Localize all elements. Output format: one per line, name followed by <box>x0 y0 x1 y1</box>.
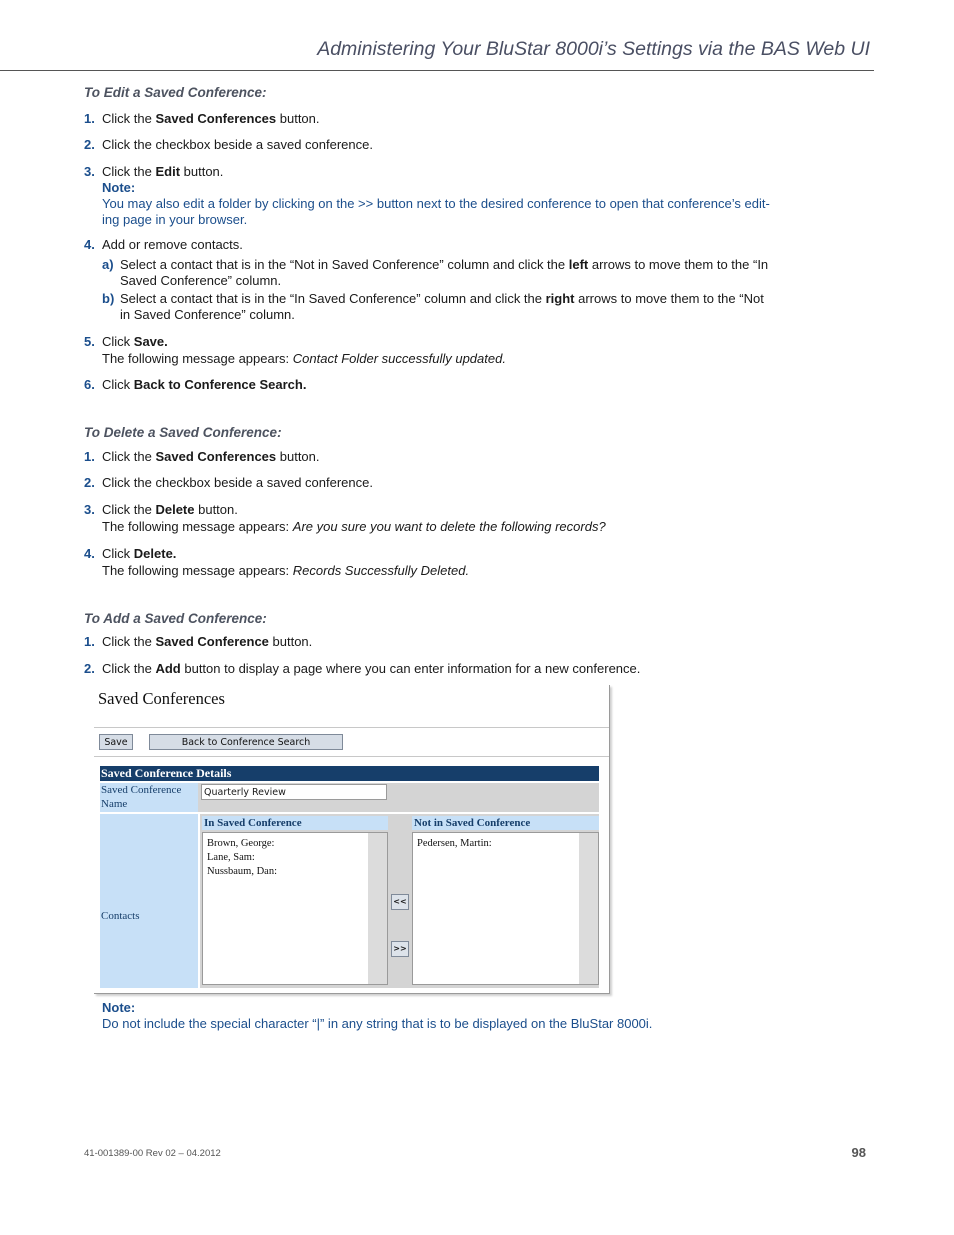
delete-step-4: 4. Click Delete. The following message appears: Records Successfully Deleted. <box>84 546 470 578</box>
in-saved-conference-list[interactable] <box>202 832 388 985</box>
page-header-title: Administering Your BluStar 8000i’s Settings via the BAS Web UI <box>317 38 870 60</box>
edit-step-2: 2. Click the checkbox beside a saved conference. <box>84 137 373 152</box>
edit-step-6: 6. Click Back to Conference Search. <box>84 377 307 392</box>
saved-conferences-screenshot <box>94 685 610 994</box>
add-section-title: To Add a Saved Conference: <box>84 611 267 626</box>
scrollbar[interactable] <box>368 833 387 984</box>
in-saved-conference-header: In Saved Conference <box>202 816 388 830</box>
not-in-saved-conference-header: Not in Saved Conference <box>412 816 599 830</box>
details-header: Saved Conference Details <box>100 766 599 781</box>
conference-name-input[interactable]: Quarterly Review <box>201 784 387 800</box>
edit-note-text-2: ing page in your browser. <box>102 212 248 227</box>
bottom-note-text: Do not include the special character “|” in any string that is to be displayed on the BluStar 8000i. <box>102 1016 653 1031</box>
list-item[interactable]: Brown, George: <box>207 838 275 849</box>
delete-step-1: 1. Click the Saved Conferences button. <box>84 449 320 464</box>
edit-step-5: 5. Click Save. The following message appears: Contact Folder successfully updated. <box>84 334 506 366</box>
move-left-button[interactable]: << <box>391 894 409 910</box>
save-button[interactable]: Save <box>99 734 133 750</box>
list-item[interactable]: Nussbaum, Dan: <box>207 866 277 877</box>
not-in-saved-conference-list[interactable] <box>412 832 599 985</box>
delete-section-title: To Delete a Saved Conference: <box>84 425 282 440</box>
add-step-1: 1. Click the Saved Conference button. <box>84 634 313 649</box>
list-item[interactable]: Pedersen, Martin: <box>417 838 492 849</box>
footer-doc-id: 41-001389-00 Rev 02 – 04.2012 <box>84 1148 221 1159</box>
edit-step-3: 3. Click the Edit button. Note: You may also edit a folder by clicking on the >> button next to the desired conference to open that conference’s edit- ing page in your browser. <box>84 164 784 228</box>
bottom-note-label: Note: <box>102 1000 136 1015</box>
edit-note-text-1: You may also edit a folder by clicking on the >> button next to the desired conference to open that conference’s edit- <box>102 196 770 211</box>
edit-note-label: Note: <box>102 180 136 195</box>
edit-section-title: To Edit a Saved Conference: <box>84 85 267 100</box>
contacts-label: Contacts <box>101 910 140 922</box>
conference-name-label: Saved Conference Name <box>100 783 198 812</box>
back-to-conference-search-button[interactable]: Back to Conference Search <box>149 734 343 750</box>
scrollbar[interactable] <box>579 833 598 984</box>
page-number: 98 <box>851 1145 866 1160</box>
delete-step-2: 2. Click the checkbox beside a saved conference. <box>84 475 373 490</box>
screenshot-title: Saved Conferences <box>98 689 225 708</box>
move-right-button[interactable]: >> <box>391 941 409 957</box>
list-item[interactable]: Lane, Sam: <box>207 852 255 863</box>
header-rule <box>0 70 874 71</box>
divider <box>94 756 609 757</box>
contacts-label-cell <box>100 814 198 988</box>
add-step-2: 2. Click the Add button to display a page where you can enter information for a new conference. <box>84 661 641 676</box>
edit-step-4a: a) Select a contact that is in the “Not in Saved Conference” column and click the left arrows to move them to the “In Saved Conference” column. <box>102 257 769 288</box>
delete-step-3: 3. Click the Delete button. The following message appears: Are you sure you want to delete the following records? <box>84 502 606 534</box>
divider <box>94 727 609 728</box>
edit-step-1: 1. Click the Saved Conferences button. <box>84 111 320 126</box>
edit-step-4b: b) Select a contact that is in the “In Saved Conference” column and click the right arrows to move them to the “Not in Saved Conference” column. <box>102 291 764 322</box>
bottom-note <box>102 1000 802 1032</box>
edit-step-4: 4. Add or remove contacts. a) Select a contact that is in the “Not in Saved Conference” column and click the left arrows to move them to the “In Saved Conference” column. b) Select a contact that is in the “In Saved Conference” column and click the right arrows to move them to the “Not in Saved Conference” column. <box>84 237 784 323</box>
